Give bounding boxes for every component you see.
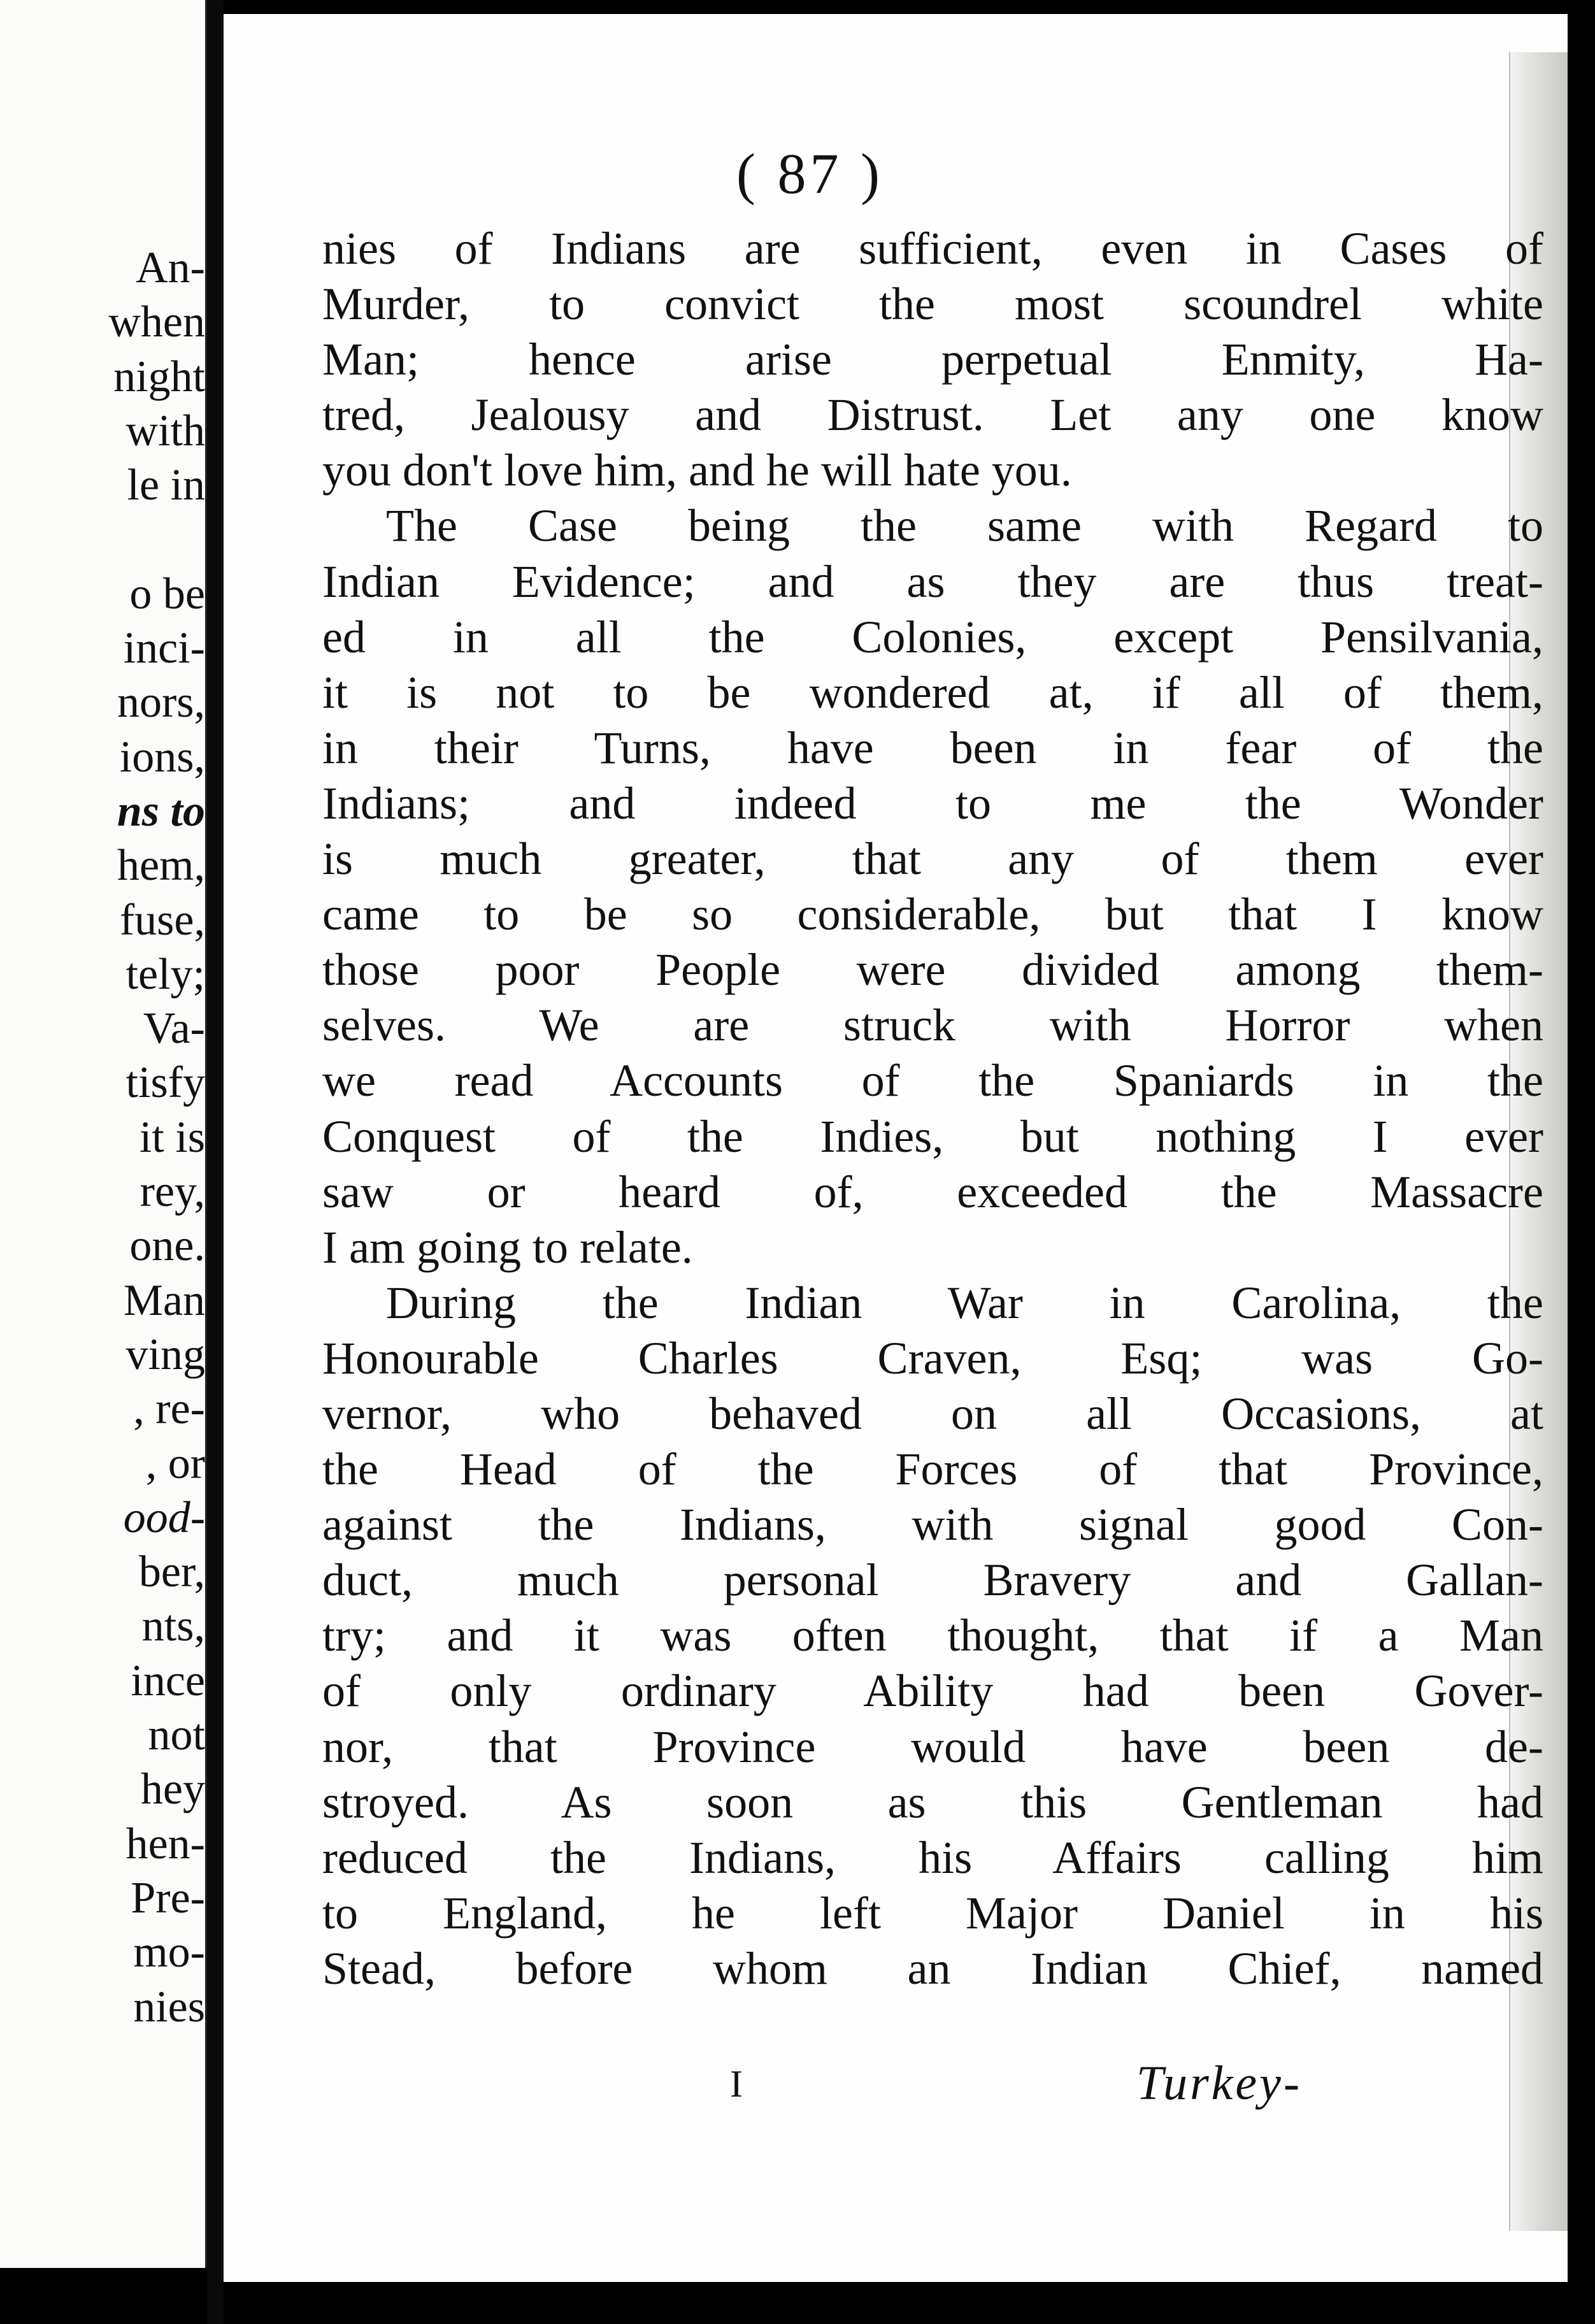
text-line: stroyed. As soon as this Gentleman had <box>322 1776 1543 1828</box>
text-line: During the Indian War in Carolina, the <box>386 1277 1543 1328</box>
text-line: Indians; and indeed to me the Wonder <box>322 777 1543 829</box>
right-page <box>224 14 1568 2282</box>
left-page <box>0 0 207 2268</box>
left-fragment: , or <box>145 1438 205 1488</box>
text-line: to England, he left Major Daniel in his <box>322 1887 1543 1939</box>
left-fragment: ions, <box>119 732 205 782</box>
left-fragment: , re- <box>133 1384 205 1434</box>
left-fragment: ber, <box>138 1547 205 1597</box>
left-fragment: fuse, <box>119 895 205 945</box>
left-fragment: hey <box>140 1765 205 1814</box>
text-line: selves. We are struck with Horror when <box>322 1000 1543 1051</box>
text-line: Honourable Charles Craven, Esq; was Go- <box>322 1332 1543 1384</box>
left-fragment: when <box>108 298 205 347</box>
text-line: nor, that Province would have been de- <box>322 1721 1543 1772</box>
left-fragment: nies <box>133 1982 205 2032</box>
text-line: of only ordinary Ability had been Gover- <box>322 1665 1543 1717</box>
left-fragment: not <box>148 1711 205 1760</box>
left-fragment: le in <box>127 461 205 510</box>
book-gutter <box>207 0 224 2324</box>
left-fragment: Pre- <box>131 1873 205 1923</box>
left-fragment: one. <box>129 1221 205 1271</box>
text-line: against the Indians, with signal good Con- <box>322 1499 1543 1551</box>
left-fragment <box>108 512 207 566</box>
text-line: we read Accounts of the Spaniards in the <box>322 1055 1543 1107</box>
left-fragment: rey, <box>139 1167 205 1217</box>
left-page-text <box>108 241 207 2034</box>
left-fragment: ince <box>131 1656 205 1705</box>
text-line: try; and it was often thought, that if a Man <box>322 1610 1543 1661</box>
text-line: reduced the Indians, his Affairs calling him <box>322 1832 1543 1883</box>
left-fragment: o be <box>129 569 205 619</box>
text-line: is much greater, that any of them ever <box>322 833 1543 885</box>
left-fragment: inci- <box>123 624 205 673</box>
left-fragment: hen- <box>125 1819 205 1869</box>
page-number: ( 87 ) <box>736 143 883 206</box>
text-line: vernor, who behaved on all Occasions, at <box>322 1388 1543 1439</box>
text-line: ed in all the Colonies, except Pensilvania, <box>322 611 1543 663</box>
left-fragment: nors, <box>117 678 205 728</box>
left-fragment: An- <box>136 243 205 292</box>
body-text <box>322 221 1543 1997</box>
left-fragment: ood- <box>123 1493 205 1542</box>
text-line: those poor People were divided among them- <box>322 944 1543 996</box>
text-line: the Head of the Forces of that Province, <box>322 1444 1543 1495</box>
left-fragment: tisfy <box>125 1058 205 1108</box>
text-line: Stead, before whom an Indian Chief, named <box>322 1942 1543 1994</box>
catchword: Turkey- <box>1136 2056 1303 2110</box>
text-line: I am going to relate. <box>322 1221 693 1273</box>
text-line: nies of Indians are sufficient, even in Cases of <box>322 223 1543 274</box>
left-fragment: tely; <box>125 949 205 999</box>
left-fragment: nts, <box>141 1602 205 1651</box>
text-line: Conquest of the Indies, but nothing I ever <box>322 1110 1543 1162</box>
text-line: Indian Evidence; and as they are thus treat- <box>322 556 1543 607</box>
text-line: in their Turns, have been in fear of the <box>322 722 1543 773</box>
left-fragment: Va- <box>143 1004 205 1054</box>
left-fragment: ving <box>125 1330 205 1379</box>
left-fragment: it is <box>139 1112 205 1162</box>
left-fragment: ns to <box>117 786 205 836</box>
text-line: Man; hence arise perpetual Enmity, Ha- <box>322 334 1543 385</box>
text-line: you don't love him, and he will hate you. <box>322 445 1072 496</box>
left-fragment: with <box>125 406 205 455</box>
left-fragment: night <box>113 352 205 401</box>
text-line: came to be so considerable, but that I know <box>322 889 1543 940</box>
left-fragment: Man <box>123 1275 205 1325</box>
text-line: tred, Jealousy and Distrust. Let any one know <box>322 389 1543 441</box>
text-line: Murder, to convict the most scoundrel white <box>322 278 1543 330</box>
text-line: duct, much personal Bravery and Gallan- <box>322 1554 1543 1606</box>
left-fragment: mo- <box>133 1928 205 1977</box>
signature-mark: I <box>730 2063 743 2105</box>
text-line: it is not to be wondered at, if all of them, <box>322 666 1543 718</box>
left-fragment: hem, <box>117 841 205 891</box>
text-line: saw or heard of, exceeded the Massacre <box>322 1166 1543 1217</box>
text-line: The Case being the same with Regard to <box>386 500 1543 552</box>
